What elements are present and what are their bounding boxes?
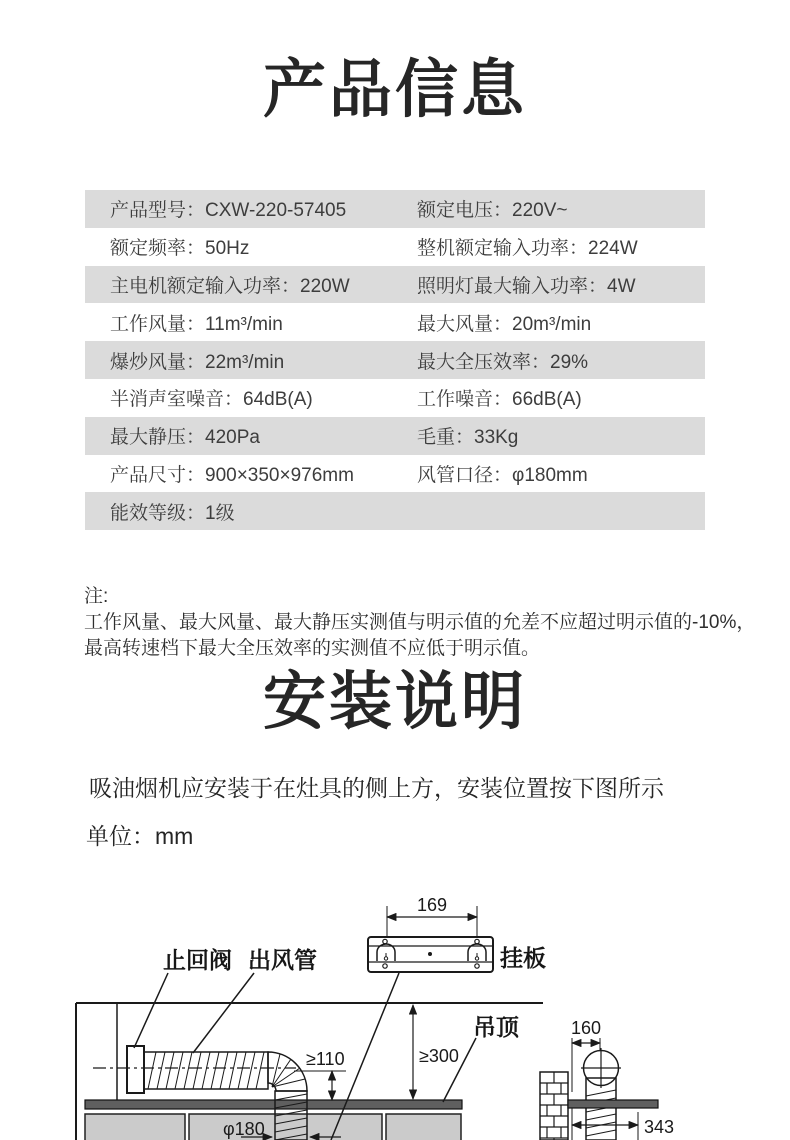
dim-160-label: 160 <box>570 1018 602 1038</box>
spec-row <box>85 190 705 228</box>
spec-cell: 工作噪音：66dB(A) <box>417 389 582 411</box>
spec-row <box>85 455 705 493</box>
spec-row <box>85 417 705 455</box>
ceiling-label: 吊顶 <box>473 1014 519 1040</box>
spec-cell: 半消声室噪音：64dB(A) <box>110 389 313 411</box>
spec-row <box>85 303 705 341</box>
spec-cell: 主电机额定输入功率：220W <box>110 275 350 297</box>
dim-phi180-label: φ180 <box>223 1119 265 1139</box>
spec-row <box>85 379 705 417</box>
spec-cell: 整机额定输入功率：224W <box>417 238 638 260</box>
spec-cell: 额定频率：50Hz <box>110 238 250 260</box>
spec-cell: 风管口径：φ180mm <box>417 464 588 486</box>
dim-300-label: ≥300 <box>419 1046 459 1066</box>
dim-169-label: 169 <box>416 895 448 915</box>
hanging-plate <box>368 937 493 972</box>
spec-row <box>85 228 705 266</box>
dim-duct-to-ceiling <box>294 1049 346 1100</box>
spec-cell: 爆炒风量：22m³/min <box>110 351 285 373</box>
spec-table <box>85 190 705 530</box>
dim-110-label: ≥110 <box>306 1049 345 1069</box>
spec-row <box>85 341 705 379</box>
installation-description: 吸油烟机应安装于在灶具的侧上方，安装位置按下图所示 <box>89 775 664 801</box>
spec-cell: 最大风量：20m³/min <box>417 313 592 335</box>
check-valve-label: 止回阀 <box>163 947 232 973</box>
spec-notes <box>84 584 755 662</box>
check-valve <box>127 1046 144 1093</box>
air-outlet-duct <box>144 1052 268 1089</box>
dim-343-label: 343 <box>644 1117 675 1137</box>
notes-heading: 注: <box>84 586 109 607</box>
ceiling-assembly <box>85 1100 462 1140</box>
spec-cell: 毛重：33Kg <box>417 427 519 449</box>
air-outlet-pipe-label: 出风管 <box>248 947 317 973</box>
product-info-title: 产品信息 <box>263 55 527 125</box>
notes-line: 工作风量、最大风量、最大静压实测值与明示值的允差不应超过明示值的-10%， <box>84 612 756 633</box>
wall-duct-detail <box>540 1018 674 1140</box>
unit-label: 单位：mm <box>86 823 194 849</box>
hanging-plate-label: 挂板 <box>500 945 546 971</box>
installation-diagram <box>0 870 790 1140</box>
spec-row <box>85 492 705 530</box>
installation-title: 安装说明 <box>263 667 527 737</box>
notes-line: 最高转速档下最大全压效率的实测值不应低于明示值。 <box>84 638 541 659</box>
spec-cell: 能效等级：1级 <box>110 502 235 524</box>
spec-cell: 工作风量：11m³/min <box>110 313 283 335</box>
component-labels <box>134 945 546 1140</box>
spec-cell: 额定电压：220V~ <box>417 200 568 222</box>
spec-cell: 产品型号：CXW-220-57405 <box>110 200 347 222</box>
dim-plate-holes <box>387 895 477 936</box>
spec-cell: 照明灯最大输入功率：4W <box>417 275 636 297</box>
spec-cell: 最大静压：420Pa <box>110 427 260 449</box>
spec-row <box>85 266 705 304</box>
spec-cell: 产品尺寸：900×350×976mm <box>110 464 354 486</box>
spec-cell: 最大全压效率：29% <box>417 351 589 373</box>
